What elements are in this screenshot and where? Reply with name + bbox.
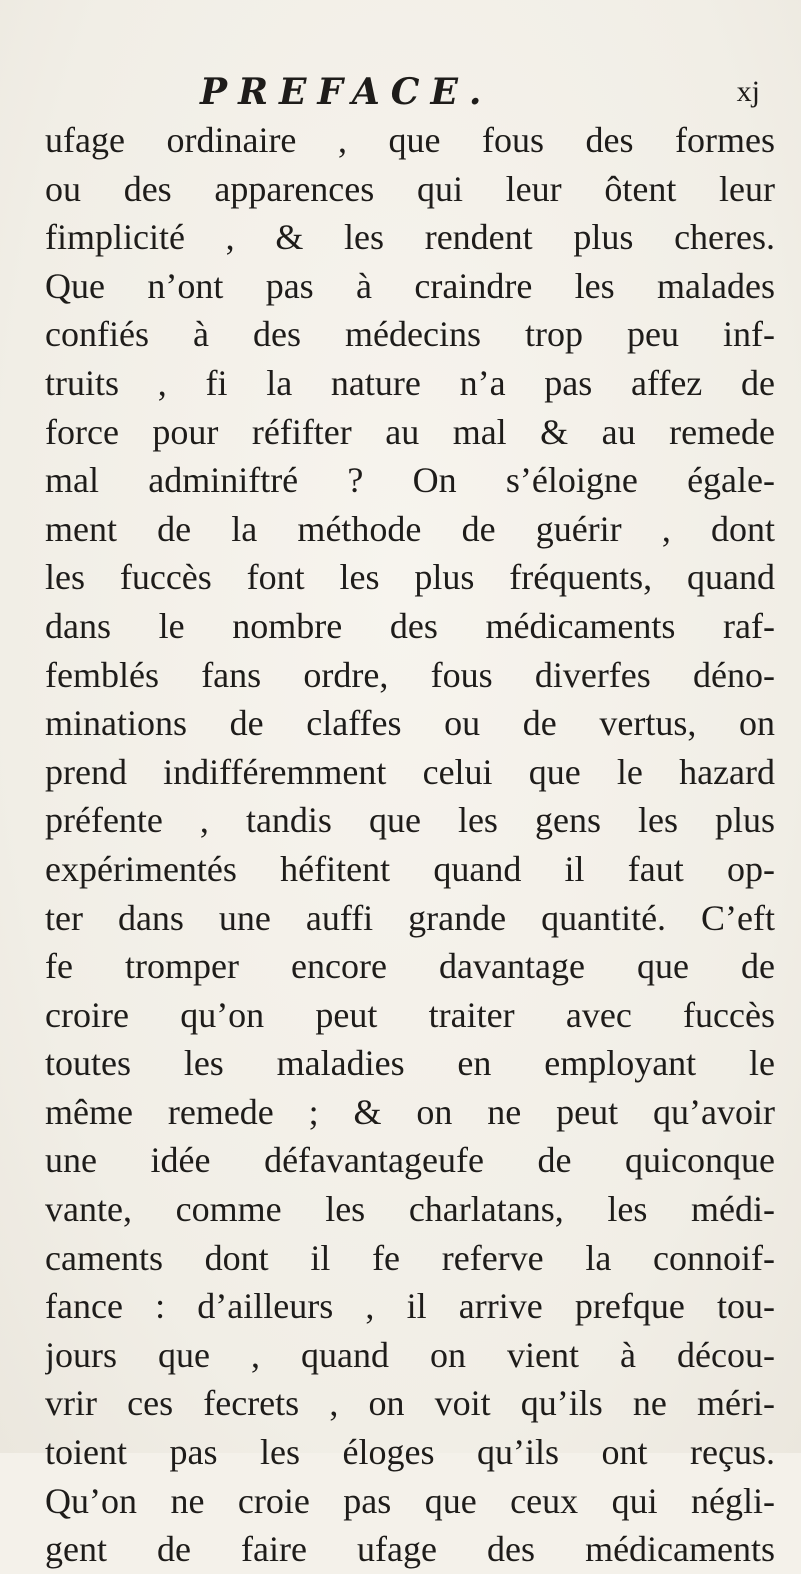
page-number: xj (736, 75, 760, 108)
text-line: force pour réfifter au mal & au remede (45, 411, 775, 452)
text-line: même remede ; & on ne peut qu’avoir (45, 1091, 775, 1132)
text-line: truits , fi la nature n’a pas affez de (45, 362, 775, 403)
text-line: jours que , quand on vient à décou- (45, 1334, 775, 1375)
text-line: fance : d’ailleurs , il arrive prefque tou- (45, 1286, 775, 1327)
text-line: toient pas les éloges qu’ils ont reçus. (45, 1432, 775, 1473)
text-line: préfente , tandis que les gens les plus (45, 800, 775, 841)
text-line: croire qu’on peut traiter avec fuccès (45, 994, 775, 1035)
text-line: fimplicité , & les rendent plus cheres. (45, 217, 775, 258)
text-line: mal adminiftré ? On s’éloigne égale- (45, 460, 775, 501)
text-line: les fuccès font les plus fréquents, quand (45, 557, 775, 598)
running-title: PREFACE. (200, 71, 493, 113)
text-line: ou des apparences qui leur ôtent leur (45, 168, 775, 209)
text-line: ufage ordinaire , que fous des formes (45, 120, 775, 160)
text-line: expérimentés héfitent quand il faut op- (45, 848, 775, 889)
text-line: vante, comme les charlatans, les médi- (45, 1189, 775, 1230)
text-line: prend indifféremment celui que le hazard (45, 751, 775, 792)
text-line: vrir ces fecrets , on voit qu’ils ne méri- (45, 1383, 775, 1424)
running-head (200, 68, 760, 116)
text-line: caments dont il fe referve la connoif- (45, 1237, 775, 1278)
text-line: fe tromper encore davantage que de (45, 946, 775, 987)
text-line: gent de faire ufage des médicaments (45, 1529, 775, 1570)
text-line: femblés fans ordre, fous diverfes déno- (45, 654, 775, 695)
text-line: toutes les maladies en employant le (45, 1043, 775, 1084)
text-line: minations de claffes ou de vertus, on (45, 703, 775, 744)
text-line: Qu’on ne croie pas que ceux qui négli- (45, 1480, 775, 1521)
text-line: une idée défavantageufe de quiconque (45, 1140, 775, 1181)
text-line: dans le nombre des médicaments raf- (45, 605, 775, 646)
body-text (45, 116, 775, 1574)
text-line: ter dans une auffi grande quantité. C’eft (45, 897, 775, 938)
text-line: Que n’ont pas à craindre les malades (45, 265, 775, 306)
text-line: ment de la méthode de guérir , dont (45, 508, 775, 549)
text-line: confiés à des médecins trop peu inf- (45, 314, 775, 355)
